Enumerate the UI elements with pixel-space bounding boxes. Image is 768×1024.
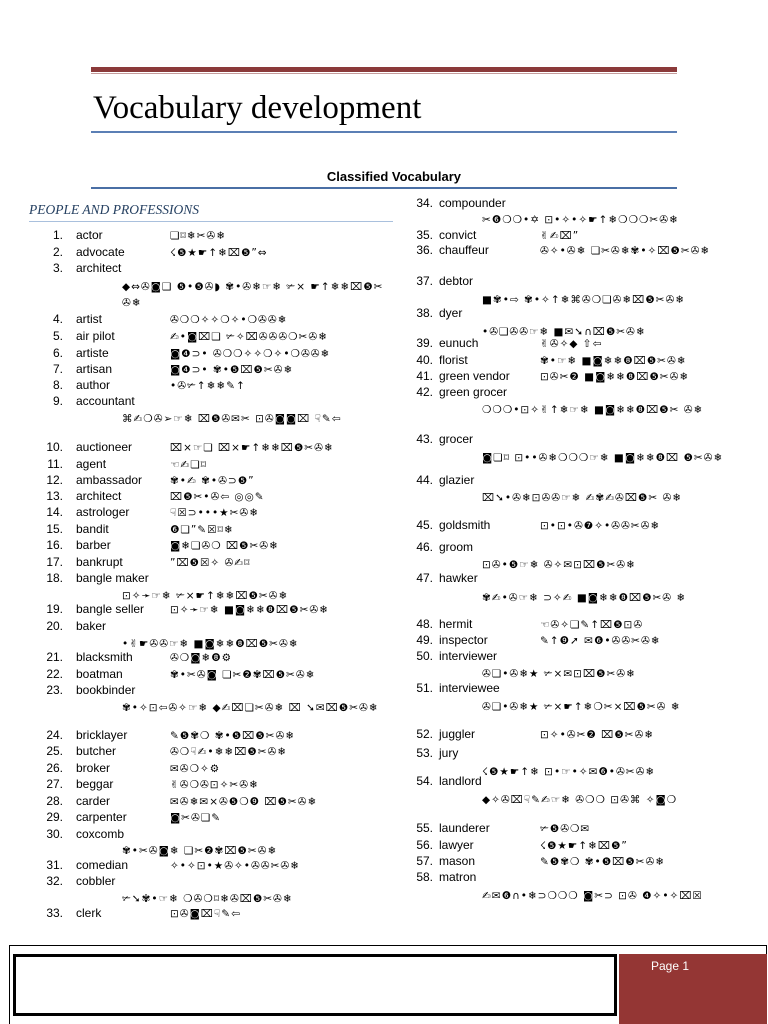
entry-translation: ✎↑❾➚ ✉❻•✇✇✂✇❄	[540, 635, 661, 647]
entry-number: 56.	[416, 838, 433, 852]
top-decorative-rule	[91, 67, 677, 72]
entry-word: baker	[76, 619, 107, 633]
entry-translation: ✇✧•✇❄ ❏✂✇❄✾•✧⌧❺✂✇❄	[540, 245, 711, 257]
entry-translation: •✌☛✇✇☞❄ ■◙❄❄❽⌧❺✂✇❄	[122, 638, 299, 650]
entry-translation: ✌✇✧◆ ⇧⇦	[540, 338, 603, 350]
entry-word: glazier	[439, 473, 475, 487]
entry-word: bankrupt	[76, 555, 123, 569]
entry-word: accountant	[76, 394, 135, 408]
entry-word: clerk	[76, 906, 102, 920]
entry-translation: ☟☒⊃•••★✂✇❄	[170, 507, 259, 519]
entry-word: grocer	[439, 432, 474, 446]
entry-word: hawker	[439, 571, 478, 585]
entry-number: 17.	[46, 555, 63, 569]
entry-number: 9.	[52, 394, 63, 408]
entry-word: interviewer	[439, 649, 498, 663]
entry-translation: ✌✍⌧”	[540, 230, 580, 242]
entry-translation: ◆✧✇⌧☟✎✍☞❄ ✇❍❍ ⊡✇⌘ ✧◙❍	[482, 794, 678, 806]
entry-word: debtor	[439, 274, 474, 288]
entry-translation: ⌧➘•✇❄⊡✇✇☞❄ ✍✾✍✇⌧❺✂ ✇❄	[482, 492, 683, 504]
entry-translation: ☜✍❏⌑	[170, 459, 208, 471]
entry-number: 53.	[416, 746, 433, 760]
entry-translation: ❏⌑❄✂✇❄	[170, 230, 226, 242]
page-title: Vocabulary development	[93, 90, 422, 126]
entry-translation: ✇❍◙❄❽⚙	[170, 652, 233, 664]
entry-word: author	[76, 378, 111, 392]
footer-box	[13, 954, 617, 1016]
entry-translation: ✌✇❍✇⊡✧✂✇❄	[170, 779, 259, 791]
entry-number: 23.	[46, 683, 63, 697]
entry-translation: ✎❺✾❍ ✾•❺⌧❺✂✇❄	[540, 856, 666, 868]
entry-translation: ✇❍☟✍•❄❄⌧❺✂✇❄	[170, 746, 288, 758]
entry-word: coxcomb	[76, 827, 125, 841]
top-decorative-rule-thin	[91, 73, 677, 74]
entry-translation: ✾•✍ ✾•✇⊃❺”	[170, 475, 255, 487]
entry-translation: ◙❹⊃• ✇❍❍✧✧❍✧•❍✇✇❄	[170, 348, 331, 360]
entry-translation: ⌧❺✂•✇⇦ ◎◎✎	[170, 491, 265, 503]
entry-word: green grocer	[439, 385, 508, 399]
entry-number: 35.	[416, 228, 433, 242]
entry-number: 48.	[416, 617, 433, 631]
entry-translation: ⊡✧➛☞❄ ■◙❄❄❽⌧❺✂✇❄	[170, 604, 329, 616]
entry-translation: ◙❄❏✇❍ ⌧❺✂✇❄	[170, 540, 279, 552]
entry-number: 16.	[46, 538, 63, 552]
entry-translation: ◙✂✇❏✎	[170, 812, 221, 824]
entry-word: architect	[76, 489, 122, 503]
entry-translation: ✃➘✾•☞❄ ❍✇❍⌑❄✇⌧❺✂✇❄	[122, 893, 293, 905]
entry-word: jury	[439, 746, 459, 760]
entry-word: juggler	[439, 727, 476, 741]
entry-translation: ☇❺★☛↑❄⌧❺”⇔	[170, 247, 268, 259]
entry-number: 37.	[416, 274, 433, 288]
entry-word: matron	[439, 870, 477, 884]
entry-number: 25.	[46, 744, 63, 758]
entry-word: landlord	[439, 774, 482, 788]
entry-translation: ✇❏•✇❄★ ✃×☛↑❄❍✂×⌧❺✂✇ ❄	[482, 701, 681, 713]
entry-number: 33.	[46, 906, 63, 920]
entry-word: actor	[76, 228, 103, 242]
entry-word: air pilot	[76, 329, 115, 343]
entry-translation: ⌧×☞❏ ⌧×☛↑❄❄⌧❺✂✇❄	[170, 442, 334, 454]
entry-translation: ✾•✂✇◙❄ ❏✂❷✾⌧❺✂✇❄	[122, 845, 278, 857]
entry-word: bangle seller	[76, 602, 145, 616]
entry-word: inspector	[439, 633, 488, 647]
entry-number: 58.	[416, 870, 433, 884]
entry-number: 2.	[52, 245, 63, 259]
entry-number: 19.	[46, 602, 63, 616]
entry-word: bandit	[76, 522, 109, 536]
entry-number: 11.	[47, 457, 63, 471]
entry-word: bangle maker	[76, 571, 149, 585]
entry-word: agent	[76, 457, 107, 471]
entry-word: blacksmith	[76, 650, 133, 664]
entry-number: 4.	[52, 312, 63, 326]
entry-number: 41.	[416, 369, 433, 383]
sub-heading-rule	[91, 187, 677, 189]
entry-word: cobbler	[76, 874, 116, 888]
entry-number: 6.	[52, 346, 63, 360]
entry-word: hermit	[439, 617, 473, 631]
entry-number: 45.	[416, 518, 433, 532]
entry-translation: ✾•✧⊡⇦✇✧☞❄ ◆✍⌧❏✂✇❄ ⌧ ➘✉⌧❺✂✇❄	[122, 702, 379, 714]
entry-translation: ✾✍•✇☞❄ ⊃✧✍ ■◙❄❄❽⌧❺✂✇ ❄	[482, 592, 687, 604]
entry-number: 20.	[46, 619, 63, 633]
entry-word: goldsmith	[439, 518, 491, 532]
entry-number: 8.	[52, 378, 63, 392]
entry-number: 52.	[416, 727, 433, 741]
entry-number: 46.	[416, 540, 433, 554]
entry-word: broker	[76, 761, 111, 775]
entry-translation: ✇❏•✇❄★ ✃×✉⊡⌧❺✂✇❄	[482, 668, 636, 680]
entry-translation: ✾•✂✇◙ ❏✂❷✾⌧❺✂✇❄	[170, 669, 316, 681]
entry-translation: ✂❻❍❍•✡ ⊡•✧•✧☛↑❄❍❍❍✂✇❄	[482, 214, 679, 226]
entry-translation: ■✾•⇨ ✾•✧↑❄⌘✇❍❏✇❄⌧❺✂✇❄	[482, 294, 686, 306]
entry-translation: ✉✇❍✧⚙	[170, 763, 221, 775]
entry-translation: ⊡✧•✇✂❷ ⌧❺✂✇❄	[540, 729, 655, 741]
entry-word: architect	[76, 261, 122, 275]
entry-word: lawyer	[439, 838, 474, 852]
entry-number: 47.	[416, 571, 433, 585]
entry-word: convict	[439, 228, 477, 242]
entry-translation: •✇✃↑❄❄✎↑	[170, 380, 246, 392]
entry-translation: ◙❏⌑ ⊡••✇❄❍❍❍☞❄ ■◙❄❄❽⌧ ❺✂✇❄	[482, 452, 724, 464]
page-number: Page 1	[651, 959, 690, 973]
entry-number: 38.	[416, 306, 433, 320]
entry-number: 13.	[46, 489, 63, 503]
entry-word: artiste	[76, 346, 109, 360]
entry-translation: ❻❏”✎☒⌑❄	[170, 524, 234, 536]
entry-number: 43.	[416, 432, 433, 446]
page-number-box	[619, 954, 767, 1024]
entry-number: 3.	[52, 261, 63, 275]
entry-translation: ✍•◙⌧❑ ✃✧⌧✇✇✇❍✂✇❄	[170, 331, 328, 343]
entry-number: 26.	[46, 761, 63, 775]
entry-translation: ⊡✇◙⌧☟✎⇦	[170, 908, 241, 920]
entry-number: 39.	[416, 336, 433, 350]
entry-translation: ☇❺★☛↑❄⌧❺”	[540, 840, 628, 852]
entry-number: 50.	[416, 649, 433, 663]
section-title-rule	[29, 221, 393, 222]
entry-word: comedian	[76, 858, 129, 872]
entry-word: bricklayer	[76, 728, 128, 742]
entry-number: 49.	[416, 633, 433, 647]
entry-number: 29.	[46, 810, 63, 824]
entry-number: 5.	[52, 329, 63, 343]
entry-translation: ✍✉❻∩•❄⊃❍❍❍ ◙✂⊃ ⊡✇ ❹✧•✧⌧☒	[482, 890, 703, 902]
entry-translation: ✎❺✾❍ ✾•❺⌧❺✂✇❄	[170, 730, 296, 742]
entry-word: astrologer	[76, 505, 130, 519]
entry-translation: ✉✇❄✉×✇❺❍❾ ⌧❺✂✇❄	[170, 796, 318, 808]
entry-word: barber	[76, 538, 111, 552]
entry-translation: ⌘✍❍✇➢☞❄ ⌧❺✇✉✂ ⊡✇◙◙⌧ ☟✎⇦	[122, 413, 342, 425]
entry-translation: ⊡✧➛☞❄ ✃×☛↑❄❄⌧❺✂✇❄	[122, 590, 289, 602]
entry-word: chauffeur	[439, 243, 489, 257]
entry-number: 40.	[416, 353, 433, 367]
entry-word: eunuch	[439, 336, 479, 350]
entry-word: advocate	[76, 245, 125, 259]
entry-word: interviewee	[439, 681, 500, 695]
entry-word: artisan	[76, 362, 113, 376]
entry-word: launderer	[439, 821, 490, 835]
entry-translation: ⊡✇•❺☞❄ ✇✧✉⊡⌧❺✂✇❄	[482, 559, 636, 571]
entry-translation: ◆⇔✇◙❑ ❺•❺✇◗ ✾•✇❄☞❄ ✃× ☛↑❄❄⌧❺✂✇❄	[122, 281, 384, 309]
entry-word: bookbinder	[76, 683, 136, 697]
entry-word: ambassador	[76, 473, 143, 487]
entry-translation: ”⌧❺☒✧ ✇✍⌑	[170, 557, 251, 569]
entry-number: 54.	[416, 774, 433, 788]
entry-translation: ❍❍❍•⊡✧✌↑❄☞❄ ■◙❄❄❽⌧❺✂ ✇❄	[482, 404, 704, 416]
entry-translation: ✃❺✇❍✉	[540, 823, 591, 835]
entry-translation: ☜✇✧❏✎↑⌧❺⊡✇	[540, 619, 644, 631]
entry-word: butcher	[76, 744, 117, 758]
entry-number: 12.	[46, 473, 63, 487]
entry-translation: ⊡•⊡•✇❼✧•✇✇✂✇❄	[540, 520, 661, 532]
entry-number: 31.	[46, 858, 63, 872]
entry-number: 32.	[46, 874, 63, 888]
entry-number: 10.	[46, 440, 63, 454]
entry-word: auctioneer	[76, 440, 133, 454]
entry-number: 44.	[416, 473, 433, 487]
entry-number: 1.	[52, 228, 63, 242]
entry-word: green vendor	[439, 369, 510, 383]
entry-translation: ✾•☞❄ ■◙❄❄❽⌧❺✂✇❄	[540, 355, 687, 367]
entry-word: dyer	[439, 306, 463, 320]
title-underline	[91, 131, 677, 133]
entry-number: 55.	[416, 821, 433, 835]
entry-word: compounder	[439, 196, 506, 210]
entry-word: carpenter	[76, 810, 127, 824]
entry-translation: ✇❍❍✧✧❍✧•❍✇✇❄	[170, 314, 288, 326]
entry-number: 34.	[416, 196, 433, 210]
entry-number: 57.	[416, 854, 433, 868]
sub-heading: Classified Vocabulary	[326, 169, 461, 184]
entry-number: 30.	[46, 827, 63, 841]
entry-number: 14.	[46, 505, 63, 519]
entry-word: florist	[439, 353, 468, 367]
entry-word: beggar	[76, 777, 114, 791]
entry-number: 36.	[416, 243, 433, 257]
entry-translation: ✧•✧⊡•★✇✧•✇✇✂✇❄	[170, 860, 300, 872]
entry-number: 22.	[46, 667, 63, 681]
entry-number: 24.	[46, 728, 63, 742]
entry-word: carder	[76, 794, 111, 808]
entry-translation: ⊡✇✂❷ ■◙❄❄❽⌧❺✂✇❄	[540, 371, 690, 383]
entry-number: 21.	[46, 650, 63, 664]
entry-number: 27.	[46, 777, 63, 791]
entry-number: 7.	[52, 362, 63, 376]
section-title: PEOPLE AND PROFESSIONS	[29, 202, 199, 217]
entry-number: 15.	[46, 522, 63, 536]
entry-number: 18.	[46, 571, 63, 585]
entry-number: 51.	[416, 681, 433, 695]
entry-number: 28.	[46, 794, 63, 808]
entry-word: artist	[76, 312, 103, 326]
entry-number: 42.	[416, 385, 433, 399]
entry-word: mason	[439, 854, 476, 868]
entry-translation: •✇❏✇✇☞❄ ■✉➘∩⌧❺✂✇❄	[482, 326, 646, 338]
entry-translation: ☇❺★☛↑❄ ⊡•☞•✧✉❻•✇✂✇❄	[482, 766, 656, 778]
entry-translation: ◙❹⊃• ✾•❺⌧❺✂✇❄	[170, 364, 294, 376]
entry-word: boatman	[76, 667, 123, 681]
entry-word: groom	[439, 540, 474, 554]
